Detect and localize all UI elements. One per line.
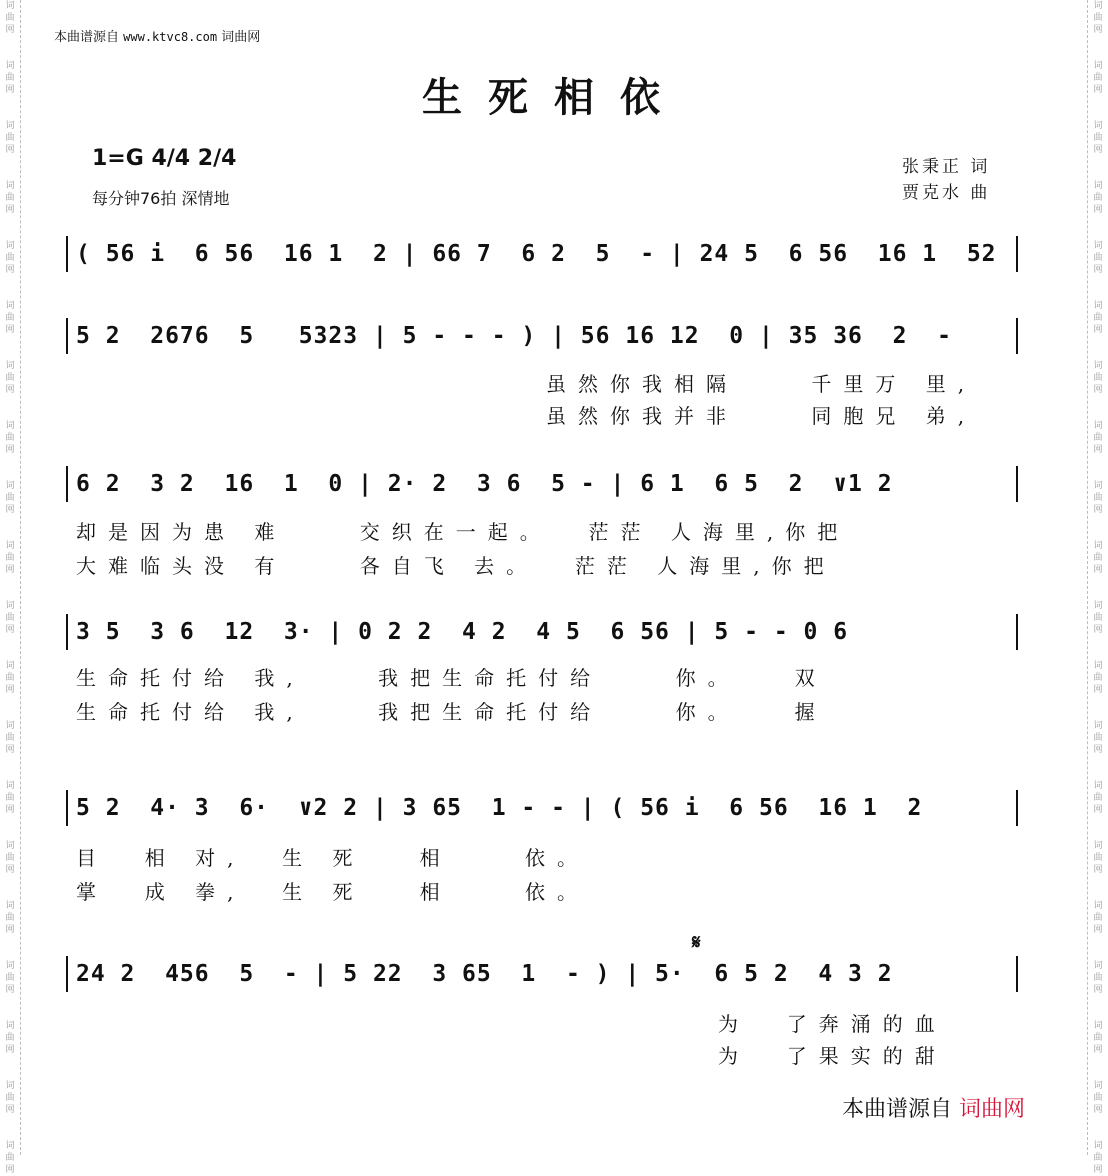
composer-credit: 贾克水 曲	[902, 183, 991, 203]
right-divider	[1087, 0, 1088, 1155]
score-line-2: 5 2 2676 5 5323 | 5 - - - ) | 56 16 12 0 | 35 36 2 -	[66, 318, 1018, 354]
left-divider	[20, 0, 21, 1155]
lyric-line-6-verse-1: 为 了奔涌的血	[718, 1012, 947, 1036]
song-title: 生死相依	[422, 74, 686, 121]
lyricist-credit: 张秉正 词	[902, 157, 991, 177]
watermark-site-link[interactable]: 词曲网	[959, 1097, 1026, 1122]
score-line-4: 3 5 3 6 12 3· | 0 2 2 4 2 4 5 6 56 | 5 - - 0 6	[66, 614, 1018, 650]
watermark-text: 本曲谱源自	[842, 1097, 953, 1122]
score-line-3: 6 2 3 2 16 1 0 | 2· 2 3 6 5 - | 6 1 6 5 2 ∨1 2	[66, 466, 1018, 502]
lyric-line-3-verse-2: 大难临头没 有 各自飞 去。 茫茫 人海里,你把	[76, 554, 836, 578]
score-line-5: 5 2 4· 3 6· ∨2 2 | 3 65 1 - - | ( 56 i 6 56 16 1 2	[66, 790, 1018, 826]
lyric-line-2-verse-1: 虽然你我相隔 千里万 里,	[546, 372, 977, 396]
tempo-marking: 每分钟76拍 深情地	[92, 189, 230, 208]
lyric-line-6-verse-2: 为 了果实的甜	[718, 1044, 947, 1068]
source-text: 本曲谱源自	[54, 30, 120, 45]
lyric-line-3-verse-1: 却是因为患 难 交织在一起。 茫茫 人海里,你把	[76, 520, 850, 544]
lyric-line-5-verse-1: 目 相 对, 生 死 相 依。	[76, 846, 590, 870]
left-watermark-strip: 词 曲 网 词 曲 网 词 曲 网 词 曲 网 词 曲 网 词 曲 网 词 曲 网 词 曲 网 词 曲 网 词 曲 网 词 曲 网 词 曲 网 词 曲 网 词 曲 网 词 曲 网 词 曲 网 词 曲 网 词 曲 网 词 曲 网 词 曲 网	[5, 1, 15, 1175]
lyric-line-4-verse-2: 生命托付给 我, 我把生命托付给 你。 握	[76, 700, 827, 724]
right-watermark-strip: 词 曲 网 词 曲 网 词 曲 网 词 曲 网 词 曲 网 词 曲 网 词 曲 网 词 曲 网 词 曲 网 词 曲 网 词 曲 网 词 曲 网 词 曲 网 词 曲 网 词 曲 网 词 曲 网 词 曲 网 词 曲 网 词 曲 网 词 曲 网	[1093, 1, 1103, 1175]
lyric-line-4-verse-1: 生命托付给 我, 我把生命托付给 你。 双	[76, 666, 827, 690]
footer-watermark	[842, 1092, 1025, 1123]
segno-icon: 𝄋	[692, 930, 701, 954]
lyric-line-5-verse-2: 掌 成 拳, 生 死 相 依。	[76, 880, 590, 904]
score-line-1: ( 56 i 6 56 16 1 2 | 66 7 6 2 5 - | 24 5 6 56 16 1 52	[66, 236, 1018, 272]
source-url[interactable]: www.ktvc8.com	[123, 30, 218, 44]
score-line-6: 24 2 456 5 - | 5 22 3 65 1 - ) | 5· 6 5 2 4 3 2	[66, 956, 1018, 992]
lyric-line-2-verse-2: 虽然你我并非 同胞兄 弟,	[546, 404, 977, 428]
source-site: 词曲网	[221, 30, 261, 45]
source-line	[54, 26, 260, 45]
key-signature: 1=G 4/4 2/4	[92, 146, 237, 171]
